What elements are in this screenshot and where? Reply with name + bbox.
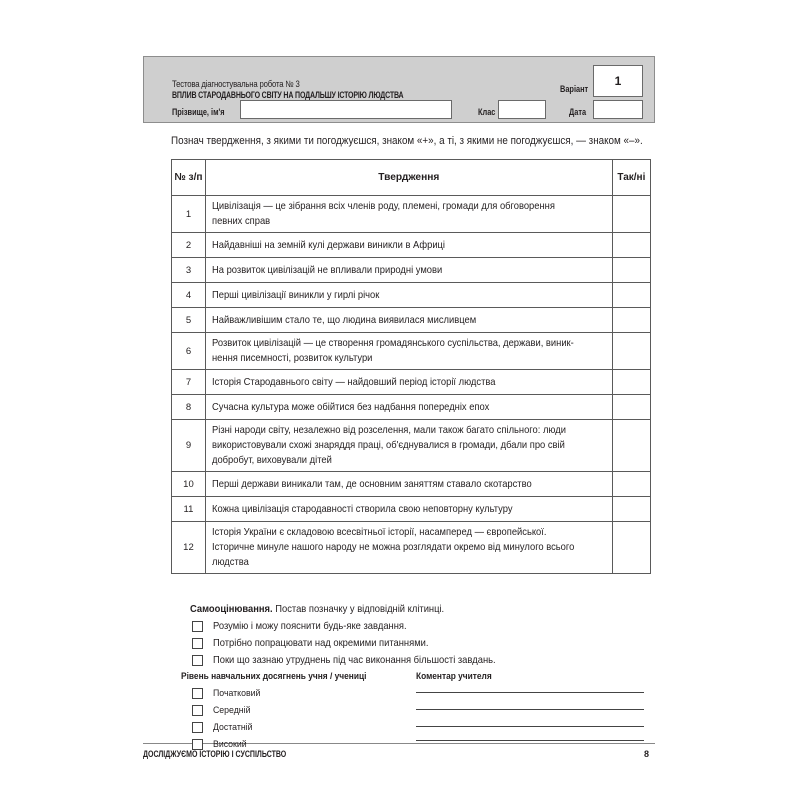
statement-cell [205,233,612,258]
table-row [172,308,651,333]
table-row [172,258,651,283]
statement-cell [205,283,612,308]
topic-title: ВПЛИВ СТАРОДАВНЬОГО СВІТУ НА ПОДАЛЬШУ ІСТОРІЮ ЛЮДСТВА [172,90,404,100]
date-label: Дата [569,107,587,117]
table-row [172,395,651,420]
comment-line-2[interactable] [416,709,644,710]
statement-line: Історія України є складовою всесвітньої історії, насамперед — європейської. [211,527,547,538]
name-field[interactable] [240,100,452,119]
row-number: 11 [172,497,206,522]
self-option-label: Розумію і можу пояснити будь-яке завдання. [213,620,407,632]
checkbox[interactable] [192,621,203,632]
name-label: Прізвище, ім'я [172,107,225,117]
instruction-text: Познач твердження, з якими ти погоджуєшся, знаком «+», а ті, з якими не погоджуєшся, — знаком «–». [171,135,643,147]
answer-cell[interactable] [612,420,650,472]
col-statement-header: Твердження [205,160,612,196]
variant-value: 1 [614,74,622,88]
comment-line-3[interactable] [416,726,644,727]
statement-cell [205,497,612,522]
statement-line: На розвиток цивілізацій не впливали природні умови [211,264,443,276]
checkbox[interactable] [192,655,203,666]
row-number: 9 [172,420,206,472]
level-option-label: Початковий [213,687,261,699]
row-number: 1 [172,196,206,233]
header-block [143,56,655,123]
level-option-4[interactable] [192,737,250,751]
table-row [172,283,651,308]
col-answer-header: Так/ні [612,160,650,196]
self-option-2[interactable] [192,636,447,650]
statement-line: добробут, виховували дітей [211,455,332,466]
statement-line: людства [211,557,249,568]
statement-line: Найдавніші на земній кулі держави виникли в Африці [211,239,445,251]
table-row [172,420,651,472]
comment-line-1[interactable] [416,692,644,693]
statement-cell [205,395,612,420]
row-number: 4 [172,283,206,308]
self-option-1[interactable] [192,619,423,633]
row-number: 10 [172,472,206,497]
answer-cell[interactable] [612,333,650,370]
class-label: Клас [478,107,496,117]
answer-cell[interactable] [612,308,650,333]
statement-line: Перші держави виникали там, де основним заняттям ставало скотарство [211,478,532,490]
checkbox[interactable] [192,688,203,699]
answer-cell[interactable] [612,497,650,522]
answer-cell[interactable] [612,258,650,283]
checkbox[interactable] [192,722,203,733]
row-number: 2 [172,233,206,258]
table-row [172,370,651,395]
statement-line: Найважливішим стало те, що людина виявилася мисливцем [211,314,477,326]
answer-cell[interactable] [612,395,650,420]
row-number: 3 [172,258,206,283]
class-field[interactable] [498,100,546,119]
statement-line: Перші цивілізації виникли у гирлі річок [211,289,380,301]
table-header-row [172,160,651,196]
answer-cell[interactable] [612,472,650,497]
statement-line: певних справ [211,216,271,227]
statement-cell [205,333,612,370]
answer-cell[interactable] [612,233,650,258]
col-number-header: № з/п [172,160,206,196]
test-title: Тестова діагностувальна робота № 3 [172,79,300,89]
date-field[interactable] [593,100,643,119]
statement-line: Сучасна культура може обійтися без надбання попередніх епох [211,401,490,413]
statement-line: Цивілізація — це зібрання всіх членів роду, племені, громади для обговорення [211,201,555,212]
row-number: 8 [172,395,206,420]
statement-line: Історія Стародавнього світу — найдовший період історії людства [211,376,496,388]
row-number: 5 [172,308,206,333]
variant-label: Варіант [560,84,589,94]
statement-line: використовували схожі знаряддя праці, об'єднувалися в громади, дбали про свій [211,440,565,451]
statement-line: Кожна цивілізація стародавності створила свою неповторну культуру [211,503,513,515]
worksheet-page [143,46,655,774]
self-assessment-title [190,604,444,615]
table-row [172,333,651,370]
level-option-label: Достатній [213,721,253,733]
statement-line: Історичне минуле нашого народу не можна розглядати окремо від минулого всього [211,542,575,553]
table-row [172,196,651,233]
row-number: 12 [172,522,206,574]
statement-line: Розвиток цивілізацій — це створення громадянського суспільства, держави, виник- [211,338,574,349]
statement-cell [205,472,612,497]
statement-cell [205,196,612,233]
self-option-3[interactable] [192,653,520,667]
variant-box [593,65,643,97]
checkbox[interactable] [192,638,203,649]
level-option-label: Високий [213,738,247,750]
answer-cell[interactable] [612,283,650,308]
answer-cell[interactable] [612,522,650,574]
levels-title: Рівень навчальних досягнень учня / учениці [181,671,367,682]
self-assessment-rest: Постав позначку у відповідній клітинці. [272,604,445,615]
page-number: 8 [643,749,649,759]
table-row [172,472,651,497]
footer-text: ДОСЛІДЖУЄМО ІСТОРІЮ І СУСПІЛЬСТВО [143,749,287,759]
table-row [172,497,651,522]
table-row [172,522,651,574]
self-option-label: Поки що зазнаю утруднень під час виконання більшості завдань. [213,654,496,666]
row-number: 7 [172,370,206,395]
level-option-3[interactable] [192,720,256,734]
statement-line: нення писемності, розвиток культури [211,353,373,364]
answer-cell[interactable] [612,370,650,395]
teacher-comment-title: Коментар учителя [416,671,492,682]
checkbox[interactable] [192,739,203,750]
level-option-2[interactable] [192,703,254,717]
table-row [172,233,651,258]
statement-line: Різні народи світу, незалежно від розселення, мали також багато спільного: люди [211,425,566,436]
level-option-label: Середній [213,704,251,716]
level-option-1[interactable] [192,686,265,700]
statements-table [171,159,651,574]
self-option-label: Потрібно попрацювати над окремими питаннями. [213,637,429,649]
answer-cell[interactable] [612,196,650,233]
comment-line-4[interactable] [416,740,644,741]
statement-cell [205,522,612,574]
statement-cell [205,308,612,333]
statement-cell [205,258,612,283]
statement-cell [205,420,612,472]
checkbox[interactable] [192,705,203,716]
row-number: 6 [172,333,206,370]
statement-cell [205,370,612,395]
self-assessment-bold: Самооцінювання. [190,604,273,615]
